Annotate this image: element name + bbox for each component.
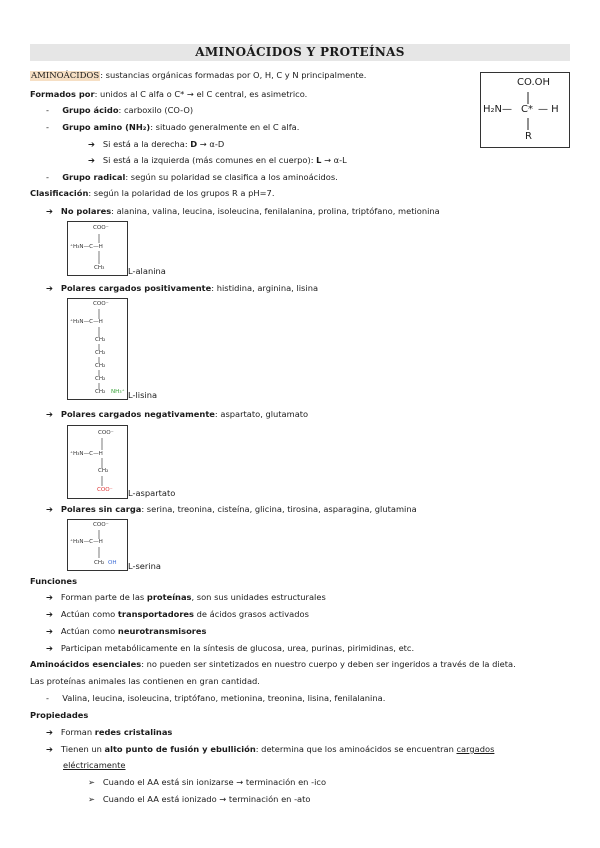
amino-sub-l-bold: L bbox=[316, 155, 322, 165]
aspartato-ch2: CH₂ bbox=[98, 468, 109, 474]
funcion-2-post: de ácidos grasos activados bbox=[194, 609, 309, 619]
amino-sub-l-pre: Si está a la izquierda (más comunes en el cuerpo): bbox=[102, 155, 317, 165]
funcion-2-pre: Actúan como bbox=[60, 609, 118, 619]
lisina-ch2-4: CH₂ bbox=[95, 376, 106, 382]
esenciales-list-text: Valina, leucina, isoleucina, triptófano, metionina, treonina, lisina, fenilalanina. bbox=[62, 693, 386, 703]
esenciales-label: Aminoácidos esenciales bbox=[30, 659, 142, 669]
term-highlight: AMINOÁCIDOS bbox=[31, 71, 100, 81]
funcion-3-bold: neurotransmisores bbox=[117, 626, 207, 636]
structure-center: C* bbox=[521, 104, 533, 115]
esenciales-line2: Las proteínas animales las contienen en gran cantidad. bbox=[30, 676, 260, 686]
class-no-polares-label: No polares bbox=[60, 206, 112, 216]
class-sin-carga-label: Polares sin carga bbox=[60, 504, 142, 514]
propiedades-label: Propiedades bbox=[30, 710, 89, 720]
funcion-2-bold: transportadores bbox=[117, 609, 195, 619]
class-negativos: ➔ Polares cargados negativamente: aspartato, glutamato bbox=[46, 409, 309, 419]
esenciales-list: - Valina, leucina, isoleucina, triptófano, metionina, treonina, lisina, fenilalanina. bbox=[46, 693, 386, 703]
aspartato-structure bbox=[67, 425, 128, 499]
funcion-item-4: ➔ Participan metabólicamente en la síntesis de glucosa, urea, purinas, pirimidinas, etc. bbox=[46, 643, 415, 653]
amino-sub-l-post: → α-L bbox=[321, 155, 347, 165]
formados-text: : unidos al C alfa o C* → el C central, es asimetrico. bbox=[94, 89, 308, 99]
esenciales-line bbox=[30, 659, 516, 670]
class-positivos-text: : histidina, arginina, lisina bbox=[211, 283, 319, 293]
alanina-caption: L-alanina bbox=[128, 266, 166, 276]
serina-ch2: CH₂ bbox=[94, 560, 105, 566]
lisina-ch2-1: CH₂ bbox=[95, 337, 106, 343]
serina-center: ⁺H₃N—C—H bbox=[70, 539, 103, 545]
lisina-structure bbox=[67, 298, 128, 400]
amino-sub-d-bold: D bbox=[190, 139, 198, 149]
lisina-ch2-2: CH₂ bbox=[95, 350, 106, 356]
funcion-1-pre: Forman parte de las bbox=[60, 592, 147, 602]
propiedad-sub-1-text: Cuando el AA está sin ionizarse → terminación en -ico bbox=[102, 777, 327, 787]
grupo-acido-label: Grupo ácido bbox=[62, 105, 119, 115]
propiedad-sub-1: ➢ Cuando el AA está sin ionizarse → terminación en -ico bbox=[88, 777, 327, 787]
lisina-nh3: NH₃⁺ bbox=[111, 389, 125, 395]
aspartato-caption: L-aspartato bbox=[128, 488, 176, 498]
formados-line bbox=[30, 89, 307, 100]
propiedad-1-bold: redes cristalinas bbox=[94, 727, 173, 737]
grupo-radical-text: : según su polaridad se clasifica a los aminoácidos. bbox=[125, 172, 338, 182]
propiedad-sub-2-text: Cuando el AA está ionizado → terminación en -ato bbox=[102, 794, 311, 804]
esenciales-text: : no pueden ser sintetizados en nuestro cuerpo y deben ser ingeridos a través de la dieta. bbox=[141, 659, 516, 669]
propiedad-2-bold: alto punto de fusión y ebullición bbox=[104, 744, 256, 754]
class-no-polares: ➔ No polares: alanina, valina, leucina, isoleucina, fenilalanina, prolina, triptófano, metionina bbox=[46, 206, 440, 216]
amino-structure-diagram bbox=[480, 72, 570, 148]
propiedad-2-underline1: cargados bbox=[456, 744, 495, 754]
clasificacion-label: Clasificación bbox=[30, 188, 89, 198]
class-positivos: ➔ Polares cargados positivamente: histidina, arginina, lisina bbox=[46, 283, 319, 293]
grupo-acido: - Grupo ácido: carboxilo (CO-O) bbox=[46, 105, 194, 115]
propiedad-sub-2: ➢ Cuando el AA está ionizado → terminación en -ato bbox=[88, 794, 311, 804]
aspartato-coo: COO⁻ bbox=[98, 430, 114, 436]
grupo-amino-label: Grupo amino (NH₂) bbox=[62, 122, 151, 132]
propiedad-2-pre: Tienen un bbox=[60, 744, 105, 754]
class-negativos-label: Polares cargados negativamente bbox=[60, 409, 215, 419]
lisina-caption: L-lisina bbox=[128, 390, 158, 400]
amino-sub-d-pre: Si está a la derecha: bbox=[102, 139, 191, 149]
grupo-radical-label: Grupo radical bbox=[62, 172, 126, 182]
structure-top: CO.OH bbox=[517, 77, 551, 88]
amino-sub-d: ➔ Si está a la derecha: D → α-D bbox=[88, 139, 225, 149]
serina-structure bbox=[67, 519, 128, 571]
lisina-ch2-5: CH₂ bbox=[95, 389, 106, 395]
structure-left: H₂N— bbox=[483, 104, 513, 115]
clasificacion-text: : según la polaridad de los grupos R a pH=7. bbox=[88, 188, 275, 198]
serina-coo: COO⁻ bbox=[93, 522, 109, 528]
page-title: AMINOÁCIDOS Y PROTEÍNAS bbox=[30, 44, 570, 61]
lisina-bonds bbox=[68, 299, 127, 399]
alanina-coo: COO⁻ bbox=[93, 225, 109, 231]
grupo-amino-text: : situado generalmente en el C alfa. bbox=[150, 122, 300, 132]
formados-label: Formados por bbox=[30, 89, 95, 99]
funcion-1-post: , son sus unidades estructurales bbox=[191, 592, 326, 602]
lisina-coo: COO⁻ bbox=[93, 301, 109, 307]
intro-line bbox=[30, 70, 366, 82]
propiedad-item-1: ➔ Forman redes cristalinas bbox=[46, 727, 173, 737]
funcion-1-bold: proteínas bbox=[146, 592, 192, 602]
intro-definition: : sustancias orgánicas formadas por O, H, C y N principalmente. bbox=[100, 70, 367, 80]
propiedad-2-post: : determina que los aminoácidos se encuentran bbox=[255, 744, 457, 754]
funcion-4-pre: Participan metabólicamente en la síntesis de glucosa, urea, purinas, pirimidinas, etc. bbox=[60, 643, 415, 653]
alanina-r: CH₃ bbox=[94, 265, 105, 271]
aspartato-center: ⁺H₃N—C—H bbox=[70, 451, 103, 457]
lisina-center: ⁺H₃N—C—H bbox=[70, 319, 103, 325]
class-no-polares-text: : alanina, valina, leucina, isoleucina, fenilalanina, prolina, triptófano, metionina bbox=[111, 206, 440, 216]
class-sin-carga: ➔ Polares sin carga: serina, treonina, cisteína, glicina, tirosina, asparagina, glutamina bbox=[46, 504, 417, 514]
lisina-ch2-3: CH₂ bbox=[95, 363, 106, 369]
class-positivos-label: Polares cargados positivamente bbox=[60, 283, 212, 293]
amino-sub-l: ➔ Si está a la izquierda (más comunes en el cuerpo): L → α-L bbox=[88, 155, 347, 165]
structure-bottom: R bbox=[525, 131, 532, 142]
class-sin-carga-text: : serina, treonina, cisteína, glicina, tirosina, asparagina, glutamina bbox=[141, 504, 417, 514]
alanina-structure bbox=[67, 221, 128, 276]
serina-oh: OH bbox=[108, 560, 117, 566]
funcion-item-3: ➔ Actúan como neurotransmisores bbox=[46, 626, 207, 636]
grupo-acido-text: : carboxilo (CO-O) bbox=[118, 105, 194, 115]
serina-caption: L-serina bbox=[128, 561, 161, 571]
propiedad-item-2: ➔ Tienen un alto punto de fusión y ebullición: determina que los aminoácidos se encuentran cargados bbox=[46, 744, 495, 754]
alanina-center: ⁺H₃N—C—H bbox=[70, 244, 103, 250]
aspartato-coo-side: COO⁻ bbox=[97, 487, 113, 493]
grupo-amino: - Grupo amino (NH₂): situado generalmente en el C alfa. bbox=[46, 122, 300, 132]
propiedad-2-underline2: eléctricamente bbox=[63, 760, 126, 770]
grupo-radical: - Grupo radical: según su polaridad se clasifica a los aminoácidos. bbox=[46, 172, 338, 182]
funciones-label: Funciones bbox=[30, 576, 78, 586]
funcion-3-pre: Actúan como bbox=[60, 626, 118, 636]
funcion-item-2: ➔ Actúan como transportadores de ácidos grasos activados bbox=[46, 609, 309, 619]
funcion-item-1: ➔ Forman parte de las proteínas, son sus unidades estructurales bbox=[46, 592, 326, 602]
structure-right: — H bbox=[538, 104, 559, 115]
propiedad-1-pre: Forman bbox=[60, 727, 95, 737]
clasificacion-line bbox=[30, 188, 274, 199]
amino-sub-d-post: → α-D bbox=[197, 139, 225, 149]
class-negativos-text: : aspartato, glutamato bbox=[214, 409, 309, 419]
